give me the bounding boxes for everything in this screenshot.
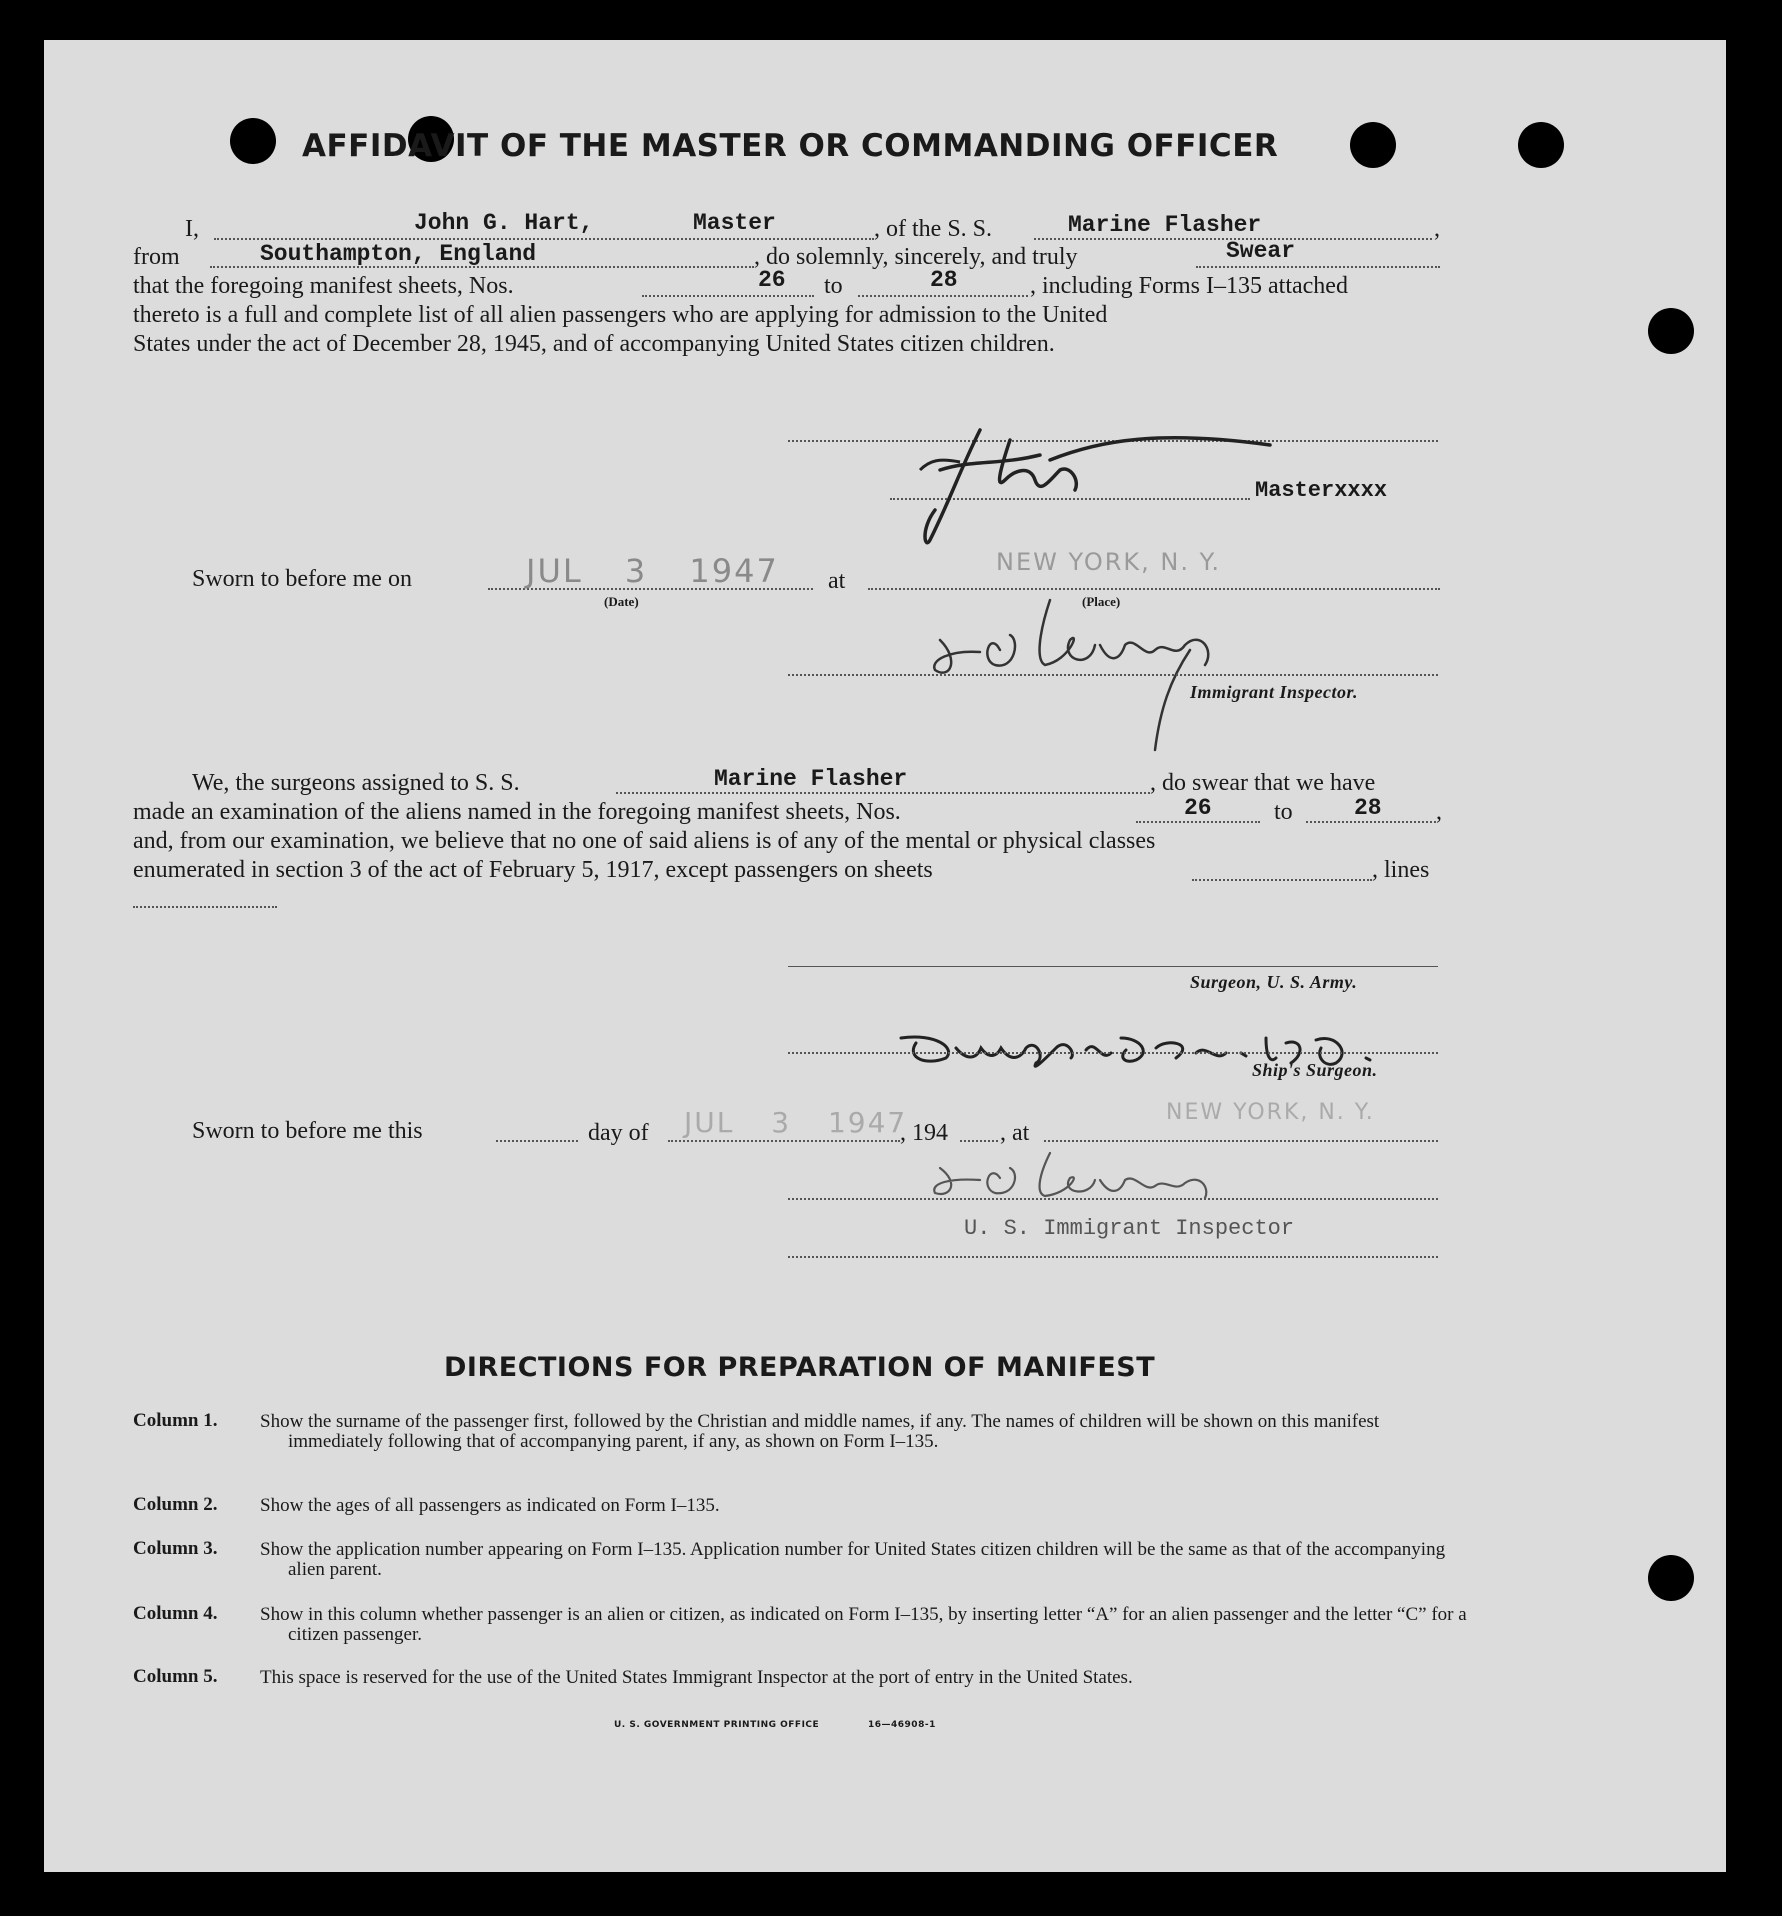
- column-3-text: Show the application number appearing on Form I–135. Application number for United States citizen children will be the same as that of the accompanying alien parent.: [260, 1539, 1446, 1580]
- signature-line: [788, 966, 1438, 967]
- sworn-before-label: Sworn to before me on: [192, 566, 412, 592]
- at-label: , at: [1000, 1120, 1030, 1146]
- sworn-this-label: Sworn to before me this: [192, 1118, 423, 1144]
- do-swear-label: , do swear that we have: [1150, 770, 1376, 796]
- affidavit-line-4: thereto is a full and complete list of all alien passengers who are applying for admission to the United: [133, 302, 1108, 328]
- surgeons-label: We, the surgeons assigned to S. S.: [192, 770, 520, 796]
- signature-line: [788, 1198, 1438, 1200]
- surgeon-ship-name: Marine Flasher: [714, 766, 908, 792]
- sheet-from: 26: [758, 267, 786, 293]
- at-label: at: [828, 568, 846, 594]
- fill-line: [1044, 1140, 1438, 1142]
- fill-line: [858, 295, 1028, 297]
- column-2-label: Column 2.: [133, 1494, 218, 1515]
- to-label: to: [824, 273, 843, 299]
- date-stamp: JUL 3 1947: [526, 552, 779, 590]
- surgeon-line-3: and, from our examination, we believe that no one of said aliens is of any of the mental or physical classes: [133, 828, 1156, 854]
- master-name: John G. Hart,: [414, 210, 594, 236]
- surgeon-line-4: enumerated in section 3 of the act of February 5, 1917, except passengers on sheets: [133, 857, 933, 883]
- from-label: from: [133, 244, 180, 270]
- column-1-text: Show the surname of the passenger first, followed by the Christian and middle names, if any. The names of children will be shown on this manifest immediately following that of accompanying parent, if any, as shown on Form I–135.: [260, 1411, 1380, 1452]
- day-of-label: day of: [588, 1120, 649, 1146]
- printer-credit: U. S. GOVERNMENT PRINTING OFFICE: [614, 1720, 820, 1730]
- signature-line: [788, 1052, 1438, 1054]
- column-3-label: Column 3.: [133, 1538, 218, 1559]
- comma: ,: [1436, 799, 1442, 825]
- fill-line: [642, 295, 814, 297]
- punch-hole: [230, 118, 276, 164]
- place-stamp: NEW YORK, N. Y.: [1166, 1100, 1375, 1125]
- signature-line: [788, 1256, 1438, 1258]
- including-forms-label: , including Forms I–135 attached: [1030, 273, 1348, 299]
- fill-line: [133, 906, 277, 908]
- column-5-label: Column 5.: [133, 1666, 218, 1687]
- master-signature: [900, 410, 1280, 560]
- surgeon-sheet-to: 28: [1354, 795, 1382, 821]
- ships-surgeon-title: Ship's Surgeon.: [1252, 1060, 1378, 1080]
- punch-hole: [1648, 308, 1694, 354]
- column-5-text: This space is reserved for the use of the United States Immigrant Inspector at the port of entry in the United States.: [260, 1667, 1133, 1688]
- column-2-text: Show the ages of all passengers as indicated on Form I–135.: [260, 1495, 720, 1516]
- place-caption: (Place): [1082, 594, 1121, 609]
- oath-word: Swear: [1226, 238, 1296, 264]
- column-4-text: Show in this column whether passenger is an alien or citizen, as indicated on Form I–135, by inserting letter “A” for an alien passenger and the letter “C” for a citizen passenger.: [260, 1604, 1467, 1645]
- fill-line: [1196, 266, 1440, 268]
- master-signature-title: Masterxxxx: [1255, 478, 1388, 503]
- fill-line: [960, 1140, 998, 1142]
- column-1-label: Column 1.: [133, 1410, 218, 1431]
- fill-line: [496, 1140, 578, 1142]
- signature-line: [788, 674, 1438, 676]
- sheet-to: 28: [930, 267, 958, 293]
- army-surgeon-title: Surgeon, U. S. Army.: [1190, 972, 1358, 992]
- fill-line: [616, 792, 1150, 794]
- solemnly-label: , do solemnly, sincerely, and truly: [754, 244, 1078, 270]
- date-stamp: JUL 3 1947: [684, 1106, 908, 1139]
- directions-title: DIRECTIONS FOR PREPARATION OF MANIFEST: [444, 1352, 1156, 1383]
- lines-label: , lines: [1372, 857, 1430, 883]
- of-ss-label: , of the S. S.: [874, 216, 993, 242]
- fill-line: [214, 238, 874, 240]
- year-label: , 194: [900, 1120, 948, 1146]
- column-4-label: Column 4.: [133, 1603, 218, 1624]
- form-number: 16—46908-1: [868, 1720, 936, 1730]
- fill-line: [1192, 879, 1372, 881]
- i-label: I,: [185, 216, 199, 242]
- place-stamp: NEW YORK, N. Y.: [996, 548, 1222, 576]
- punch-hole: [1518, 122, 1564, 168]
- fill-line: [668, 1140, 900, 1142]
- fill-line: [1306, 821, 1436, 823]
- surgeon-to-label: to: [1274, 799, 1293, 825]
- punch-hole: [1350, 122, 1396, 168]
- port-name: Southampton, England: [260, 241, 537, 267]
- manifest-sheets-label: that the foregoing manifest sheets, Nos.: [133, 273, 514, 299]
- examination-label: made an examination of the aliens named in the foregoing manifest sheets, Nos.: [133, 799, 901, 825]
- immigrant-inspector-title: Immigrant Inspector.: [1190, 682, 1359, 702]
- date-caption: (Date): [604, 594, 639, 609]
- master-title: Master: [693, 210, 776, 236]
- fill-line: [1136, 821, 1260, 823]
- page-title: AFFIDAVIT OF THE MASTER OR COMMANDING OFFICER: [302, 128, 1279, 164]
- comma: ,: [1434, 216, 1440, 242]
- ship-name: Marine Flasher: [1068, 212, 1262, 238]
- punch-hole: [1648, 1555, 1694, 1601]
- affidavit-line-5: States under the act of December 28, 1945, and of accompanying United States citizen children.: [133, 331, 1055, 357]
- us-immigrant-inspector-title: U. S. Immigrant Inspector: [964, 1216, 1295, 1241]
- surgeon-sheet-from: 26: [1184, 795, 1212, 821]
